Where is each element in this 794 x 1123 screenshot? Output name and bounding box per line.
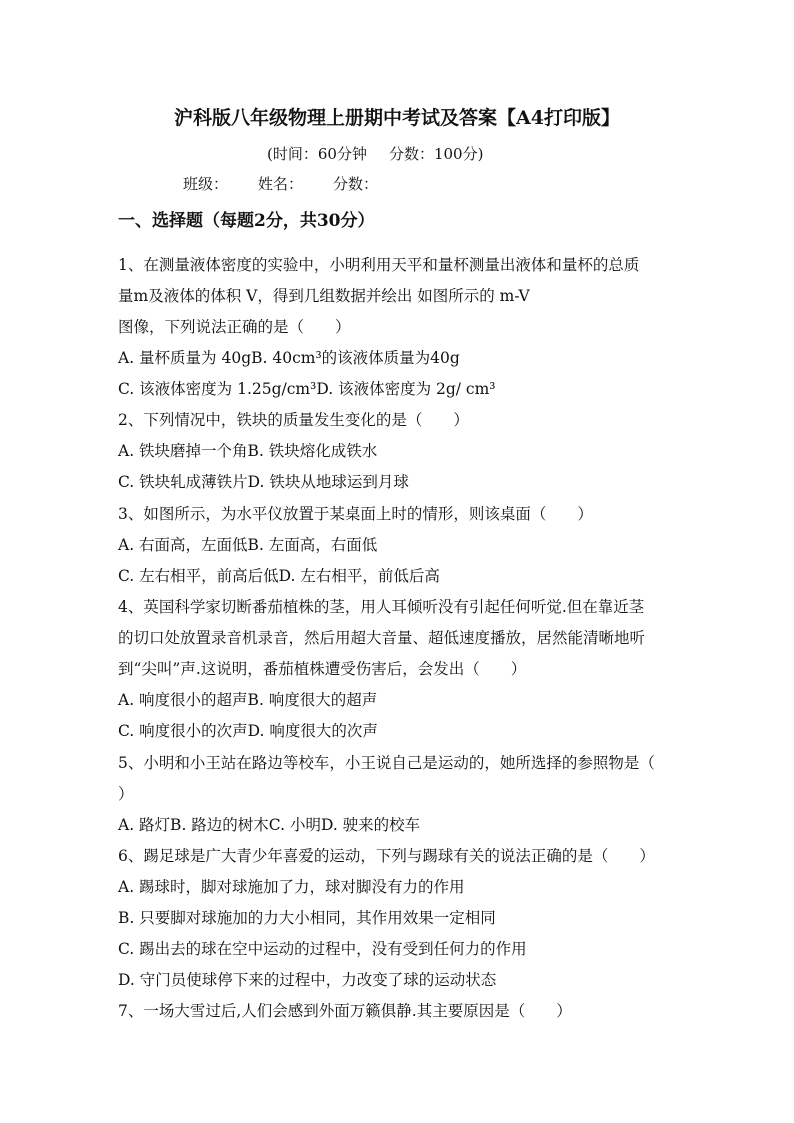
question-5-text: ） [118,785,134,803]
question-5-text: 5、小明和小王站在路边等校车，小王说自己是运动的，她所选择的参照物是（ [118,754,655,772]
question-4-text: 的切口处放置录音机录音，然后用超大音量、超低速度播放，居然能清晰地听 [118,629,646,647]
section-title: 一、选择题（每题2分，共30分） [118,211,375,231]
score-label: 分数： [333,175,379,193]
question-3-text: 3、如图所示，为水平仪放置于某桌面上时的情形，则该桌面（ ） [118,505,593,523]
question-2-options: A. 铁块磨掉一个角B. 铁块熔化成铁水 [118,442,378,460]
document-title: 沪科版八年级物理上册期中考试及答案【A4打印版】 [174,107,620,129]
time-info: (时间：60分钟 [267,145,367,163]
question-4-options: A. 响度很小的超声B. 响度很大的超声 [118,691,378,709]
question-1-options: C. 该液体密度为 1.25g/cm³D. 该液体密度为 2g/ cm³ [118,380,496,398]
question-5-options: A. 路灯B. 路边的树木C. 小明D. 驶来的校车 [118,816,421,834]
question-6-option-b: B. 只要脚对球施加的力大小相同，其作用效果一定相同 [118,909,496,927]
score-info: 分数：100分) [388,145,484,163]
question-1-text: 图像，下列说法正确的是（ ） [118,318,351,336]
question-4-text: 4、英国科学家切断番茄植株的茎，用人耳倾听没有引起任何听觉.但在靠近茎 [118,598,645,616]
class-label: 班级： [183,175,229,193]
student-info [183,174,378,194]
question-7-text: 7、一场大雪过后,人们会感到外面万籁俱静.其主要原因是（ ） [118,1002,572,1020]
question-1-text: 量m及液体的体积 V，得到几组数据并绘出 如图所示的 m-V [118,287,530,305]
question-1-text: 1、在测量液体密度的实验中，小明利用天平和量杯测量出液体和量杯的总质 [118,256,640,274]
question-4-text: 到“尖叫”声.这说明，番茄植株遭受伤害后，会发出（ ） [118,660,527,678]
question-3-options: A. 右面高，左面低B. 左面高，右面低 [118,536,378,554]
question-2-options: C. 铁块轧成薄铁片D. 铁块从地球运到月球 [118,473,409,491]
question-6-option-d: D. 守门员使球停下来的过程中，力改变了球的运动状态 [118,971,497,989]
question-3-options: C. 左右相平，前高后低D. 左右相平，前低后高 [118,567,440,585]
question-1-options: A. 量杯质量为 40gB. 40cm³的该液体质量为40g [118,349,460,367]
question-2-text: 2、下列情况中，铁块的质量发生变化的是（ ） [118,411,469,429]
name-label: 姓名： [258,175,304,193]
question-6-option-c: C. 踢出去的球在空中运动的过程中，没有受到任何力的作用 [118,940,527,958]
question-6-text: 6、踢足球是广大青少年喜爱的运动，下列与踢球有关的说法正确的是（ ） [118,847,655,865]
exam-meta [267,144,483,164]
question-6-option-a: A. 踢球时，脚对球施加了力，球对脚没有力的作用 [118,878,465,896]
question-4-options: C. 响度很小的次声D. 响度很大的次声 [118,722,378,740]
